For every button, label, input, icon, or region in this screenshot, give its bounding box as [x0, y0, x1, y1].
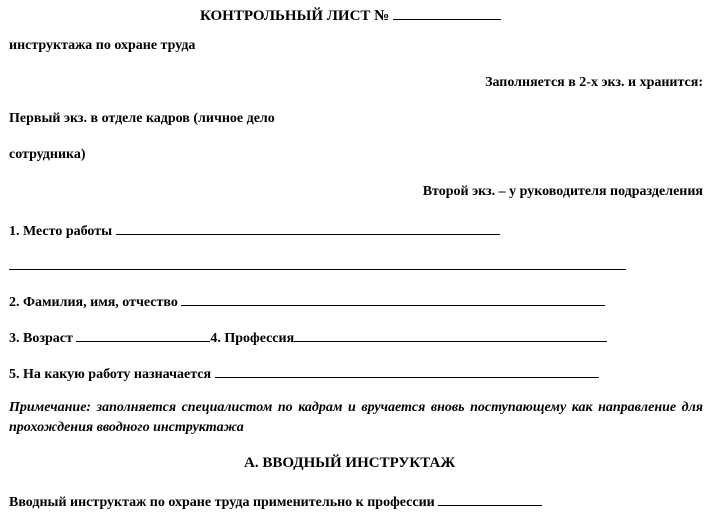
profession-blank: [294, 327, 607, 342]
full-name-label: 2. Фамилия, имя, отчество: [9, 295, 178, 310]
note-paragraph: Примечание: заполняется специалистом по кадрам и вручается вновь поступающему как направление для прохождения вводного инструктажа: [9, 400, 703, 435]
copies-note: Заполняется в 2-х экз. и хранится:: [485, 75, 703, 90]
profession-blank-2: [438, 491, 542, 506]
first-copy-line-2: сотрудника): [9, 147, 86, 162]
first-copy-line-1: Первый экз. в отделе кадров (личное дело: [9, 111, 275, 126]
section-a-title: А. ВВОДНЫЙ ИНСТРУКТАЖ: [244, 455, 456, 471]
full-name-blank: [181, 291, 605, 306]
document-title-text: КОНТРОЛЬНЫЙ ЛИСТ №: [200, 8, 390, 24]
second-copy-note: Второй экз. – у руководителя подразделения: [422, 184, 703, 199]
age-profession-field: [9, 327, 607, 347]
document-number-blank: [393, 5, 501, 20]
workplace-field: [9, 220, 500, 240]
document-title: [200, 5, 501, 24]
intro-briefing-field: [9, 491, 542, 511]
assignment-blank: [215, 363, 599, 378]
age-label: 3. Возраст: [9, 331, 73, 346]
assignment-field: [9, 363, 599, 383]
document-subtitle: инструктажа по охране труда: [9, 38, 196, 53]
intro-briefing-label: Вводный инструктаж по охране труда применительно к профессии: [9, 495, 435, 510]
profession-label: 4. Профессия: [210, 331, 295, 346]
full-name-field: [9, 291, 605, 311]
age-blank: [76, 327, 210, 342]
workplace-label: 1. Место работы: [9, 224, 113, 239]
workplace-continuation-line: [9, 269, 626, 270]
assignment-label: 5. На какую работу назначается: [9, 367, 212, 382]
workplace-blank: [116, 220, 500, 235]
